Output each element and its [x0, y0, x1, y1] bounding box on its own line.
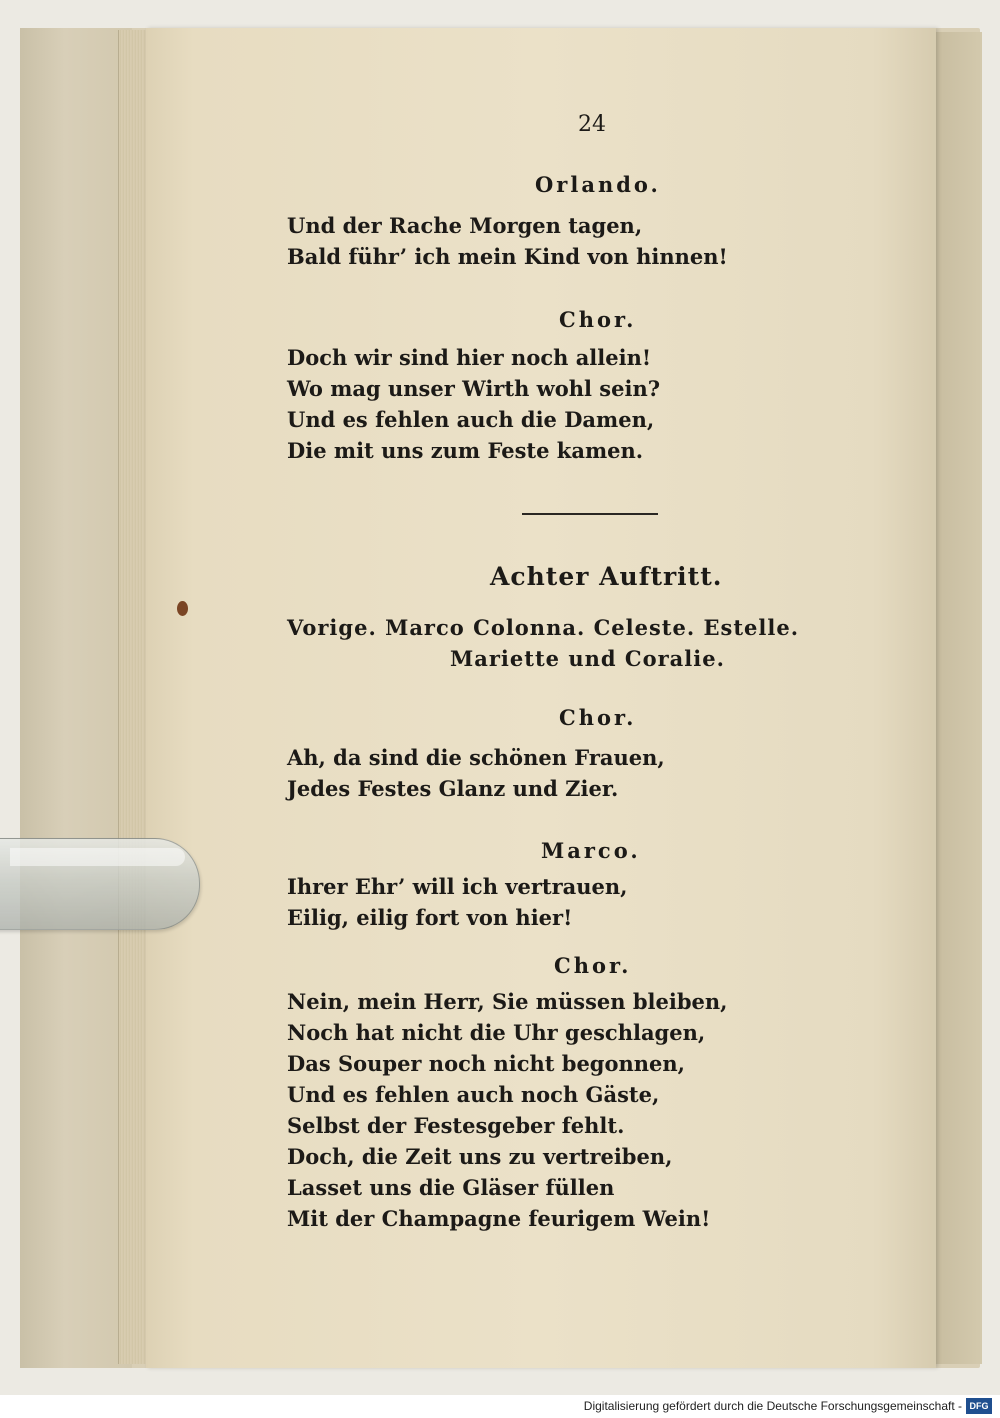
speaker-chor: Chor.: [554, 953, 632, 978]
book-cover-left: [20, 28, 132, 1368]
characters-line: Mariette und Coralie.: [450, 646, 725, 671]
speaker-chor: Chor.: [559, 307, 637, 332]
page-edges: [118, 30, 149, 1364]
verse-line: Das Souper noch nicht begonnen,: [287, 1051, 685, 1076]
page-number: 24: [578, 112, 606, 137]
glass-holder-highlight: [10, 848, 185, 866]
page-right-edge: [932, 32, 982, 1364]
characters-line: Vorige. Marco Colonna. Celeste. Estelle.: [287, 615, 800, 640]
verse-line: Jedes Festes Glanz und Zier.: [287, 776, 619, 801]
verse-line: Doch, die Zeit uns zu vertreiben,: [287, 1144, 673, 1169]
scene-title: Achter Auftritt.: [490, 562, 723, 591]
verse-line: Und der Rache Morgen tagen,: [287, 213, 643, 238]
verse-line: Nein, mein Herr, Sie müssen bleiben,: [287, 989, 728, 1014]
verse-line: Ihrer Ehr’ will ich vertrauen,: [287, 874, 628, 899]
ink-spot: [177, 601, 188, 616]
verse-line: Doch wir sind hier noch allein!: [287, 345, 652, 370]
verse-line: Lasset uns die Gläser füllen: [287, 1175, 615, 1200]
verse-line: Noch hat nicht die Uhr geschlagen,: [287, 1020, 706, 1045]
verse-line: Mit der Champagne feurigem Wein!: [287, 1206, 711, 1231]
footer-credit: Digitalisierung gefördert durch die Deutsche Forschungsgemeinschaft -: [583, 1399, 962, 1413]
verse-line: Bald führ’ ich mein Kind von hinnen!: [287, 244, 728, 269]
verse-line: Ah, da sind die schönen Frauen,: [287, 745, 665, 770]
speaker-chor: Chor.: [559, 705, 637, 730]
dfg-logo-icon: DFG: [966, 1398, 992, 1414]
verse-line: Eilig, eilig fort von hier!: [287, 905, 573, 930]
speaker-marco: Marco.: [541, 838, 641, 863]
section-divider: [522, 513, 658, 515]
verse-line: Und es fehlen auch die Damen,: [287, 407, 655, 432]
verse-line: Wo mag unser Wirth wohl sein?: [287, 376, 661, 401]
verse-line: Die mit uns zum Feste kamen.: [287, 438, 644, 463]
verse-line: Und es fehlen auch noch Gäste,: [287, 1082, 660, 1107]
speaker-orlando: Orlando.: [535, 172, 661, 197]
verse-line: Selbst der Festesgeber fehlt.: [287, 1113, 625, 1138]
